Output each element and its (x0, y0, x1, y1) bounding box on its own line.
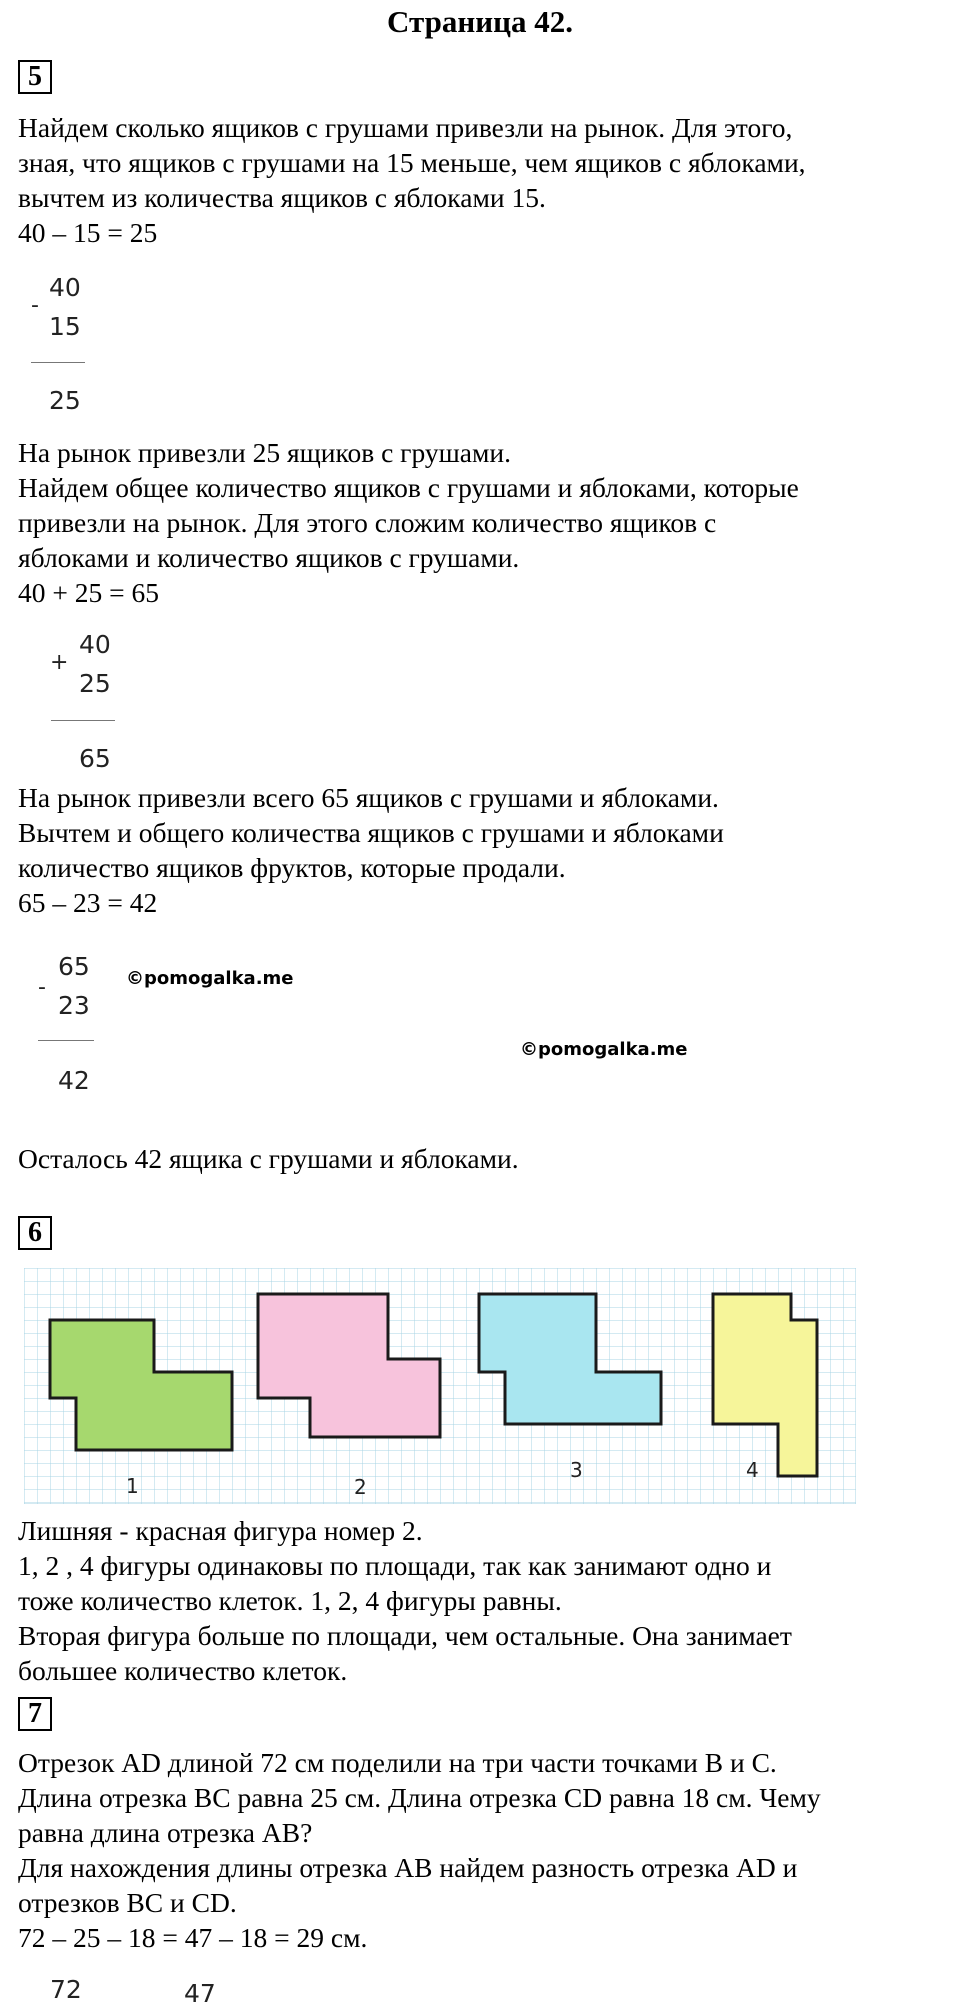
text-line: количество ящиков фруктов, которые продали. (18, 852, 566, 883)
equation: 40 – 15 = 25 (18, 217, 158, 248)
text-line: Для нахождения длины отрезка AB найдем разность отрезка AD и (18, 1852, 798, 1883)
figure-label-3: 3 (570, 1458, 583, 1482)
calc-line (38, 1040, 94, 1041)
text-line: привезли на рынок. Для этого сложим количество ящиков с (18, 507, 717, 538)
operand-b: 23 (58, 991, 90, 1020)
operand-a: 65 (58, 952, 90, 981)
text-line: Найдем сколько ящиков с грушами привезли на рынок. Для этого, (18, 112, 793, 143)
minus-sign: - (31, 293, 39, 318)
figure-label-2: 2 (354, 1475, 367, 1499)
calc-line (31, 362, 85, 363)
grid-figures (24, 1268, 856, 1504)
operand-b: 25 (79, 669, 111, 698)
operand-b: 15 (49, 312, 81, 341)
text-line: зная, что ящиков с грушами на 15 меньше, чем ящиков с яблоками, (18, 147, 806, 178)
text-line: Длина отрезка BC равна 25 см. Длина отрезка CD равна 18 см. Чему (18, 1782, 821, 1813)
calc-partial-72: 72 (50, 1975, 82, 2004)
calc-result: 65 (79, 744, 111, 773)
calc-line (51, 720, 115, 721)
text-line: Лишняя - красная фигура номер 2. (18, 1515, 423, 1546)
task-6-number: 6 (18, 1216, 52, 1250)
plus-sign: + (50, 650, 69, 675)
task-5-number: 5 (18, 60, 52, 94)
text-line: большее количество клеток. (18, 1655, 348, 1686)
calc-result: 25 (49, 386, 81, 415)
equation: 65 – 23 = 42 (18, 887, 158, 918)
figures-grid (24, 1268, 856, 1509)
figure-label-4: 4 (746, 1458, 759, 1482)
operand-a: 40 (49, 273, 81, 302)
text-line: Вычтем и общего количества ящиков с грушами и яблоками (18, 817, 724, 848)
equation: 72 – 25 – 18 = 47 – 18 = 29 см. (18, 1922, 368, 1953)
text-line: равна длина отрезка AB? (18, 1817, 313, 1848)
text-line: На рынок привезли всего 65 ящиков с грушами и яблоками. (18, 782, 719, 813)
page-title: Страница 42. (387, 4, 573, 39)
task-7-number: 7 (18, 1697, 52, 1731)
equation: 40 + 25 = 65 (18, 577, 160, 608)
text-line: 1, 2 , 4 фигуры одинаковы по площади, так как занимают одно и (18, 1550, 772, 1581)
text-line: На рынок привезли 25 ящиков с грушами. (18, 437, 511, 468)
watermark: ©pomogalka.me (126, 968, 294, 989)
calc-result: 42 (58, 1066, 90, 1095)
figure-label-1: 1 (126, 1474, 139, 1498)
text-line: Найдем общее количество ящиков с грушами и яблоками, которые (18, 472, 799, 503)
watermark: ©pomogalka.me (520, 1039, 688, 1060)
text-line: вычтем из количества ящиков с яблоками 15. (18, 182, 546, 213)
conclusion: Осталось 42 ящика с грушами и яблоками. (18, 1143, 519, 1174)
minus-sign: - (38, 975, 46, 1000)
text-line: яблоками и количество ящиков с грушами. (18, 542, 520, 573)
text-line: тоже количество клеток. 1, 2, 4 фигуры равны. (18, 1585, 562, 1616)
text-line: Вторая фигура больше по площади, чем остальные. Она занимает (18, 1620, 792, 1651)
operand-a: 40 (79, 630, 111, 659)
text-line: отрезков BC и CD. (18, 1887, 237, 1918)
calc-partial-47: 47 (184, 1979, 216, 2008)
text-line: Отрезок AD длиной 72 см поделили на три части точками B и C. (18, 1747, 777, 1778)
